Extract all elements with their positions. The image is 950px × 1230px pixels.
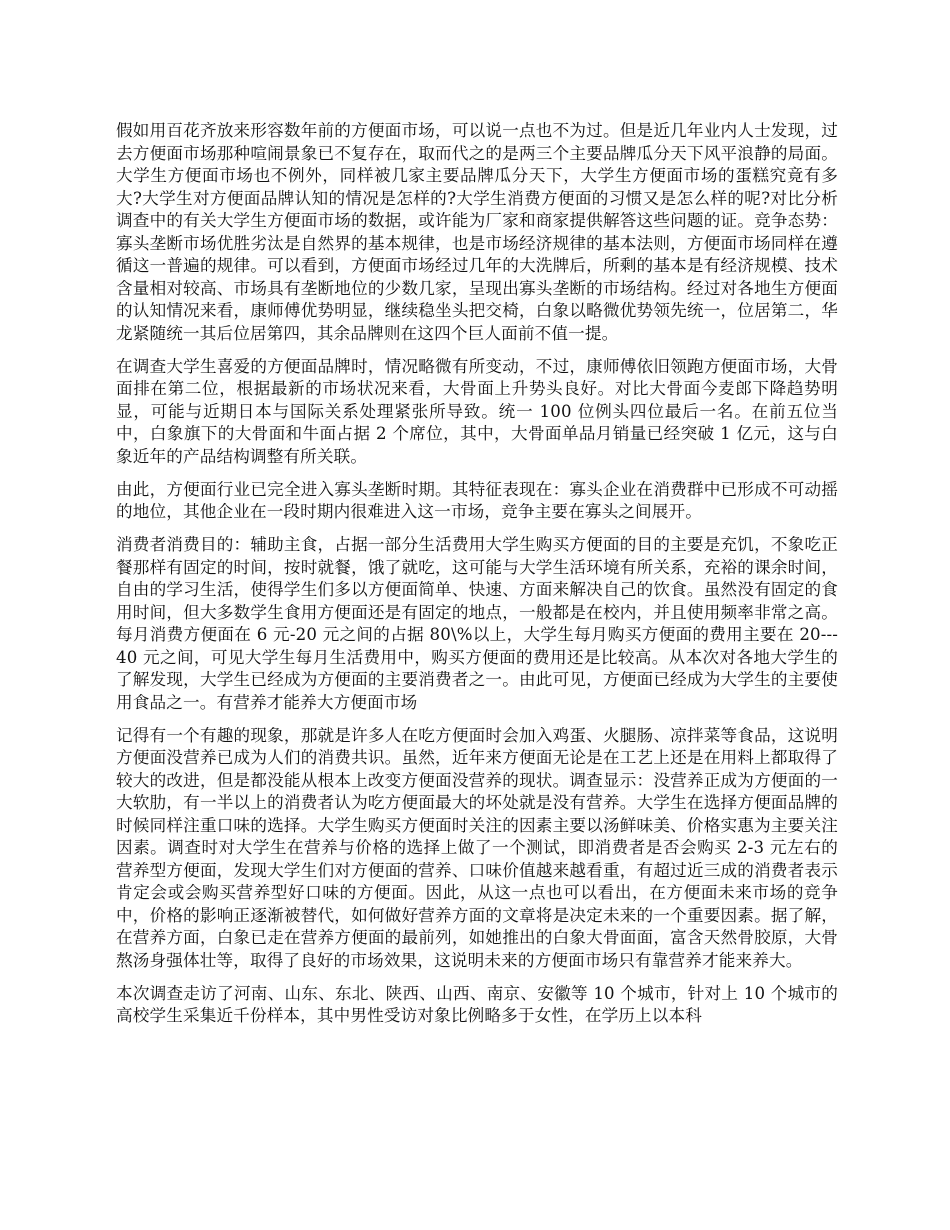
paragraph-brand-preference: 在调查大学生喜爱的方便面品牌时，情况略微有所变动，不过，康师傅依旧领跑方便面市场，大骨面排在第二位，根据最新的市场状况来看，大骨面上升势头良好。对比大骨面今麦郎下降趋势明显，可能与近期日本与国际关系处理紧张所导致。统一 100 位例头四位最后一名。在前五位当中，白象旗下的大骨面和牛面占据 2 个席位，其中，大骨面单品月销量已经突破 1 亿元，这与白象近年的产品结构调整有所关联。 <box>116 356 838 466</box>
document-body <box>116 120 838 1038</box>
paragraph-consumer-purpose: 消费者消费目的：辅助主食，占据一部分生活费用大学生购买方便面的目的主要是充饥，不象吃正餐那样有固定的时间，按时就餐，饿了就吃，这可能与大学生活环境有所关系，充裕的课余时间，自由的学习生活，使得学生们多以方便面简单、快速、方面来解决自己的饮食。虽然没有固定的食用时间，但大多数学生食用方便面还是有固定的地点，一般都是在校内，并且使用频率非常之高。每月消费方便面在 6 元-20 元之间的占据 80\%以上，大学生每月购买方便面的费用主要在 20---40 元之间，可见大学生每月生活费用中，购买方便面的费用还是比较高。从本次对各地大学生的了解发现，大学生已经成为方便面的主要消费者之一。由此可见，方便面已经成为大学生的主要使用食品之一。有营养才能养大方便面市场 <box>116 535 838 712</box>
paragraph-nutrition: 记得有一个有趣的现象，那就是许多人在吃方便面时会加入鸡蛋、火腿肠、凉拌菜等食品，这说明方便面没营养已成为人们的消费共识。虽然，近年来方便面无论是在工艺上还是在用料上都取得了较大的改进，但是都没能从根本上改变方便面没营养的现状。调查显示：没营养正成为方便面的一大软肋，有一半以上的消费者认为吃方便面最大的坏处就是没有营养。大学生在选择方便面品牌的时候同样注重口味的选择。大学生购买方便面时关注的因素主要以汤鲜味美、价格实惠为主要关注因素。调查时对大学生在营养与价格的选择上做了一个测试，即消费者是否会购买 2-3 元左右的营养型方便面，发现大学生们对方便面的营养、口味价值越来越看重，有超过近三成的消费者表示肯定会或会购买营养型好口味的方便面。因此，从这一点也可以看出，在方便面未来市场的竞争中，价格的影响正逐渐被替代，如何做好营养方面的文章将是决定未来的一个重要因素。据了解，在营养方面，白象已走在营养方便面的最前列，如她推出的白象大骨面面，富含天然骨胶原，大骨熬汤身强体壮等，取得了良好的市场效果，这说明未来的方便面市场只有靠营养才能来养大。 <box>116 725 838 970</box>
paragraph-market-overview: 假如用百花齐放来形容数年前的方便面市场，可以说一点也不为过。但是近几年业内人士发现，过去方便面市场那种喧闹景象已不复存在，取而代之的是两三个主要品牌瓜分天下风平浪静的局面。大学生方便面市场也不例外，同样被几家主要品牌瓜分天下，大学生方便面市场的蛋糕究竟有多大?大学生对方便面品牌认知的情况是怎样的?大学生消费方便面的习惯又是怎么样的呢?对比分析调查中的有关大学生方便面市场的数据，或许能为厂家和商家提供解答这些问题的证。竞争态势：寡头垄断市场优胜劣汰是自然界的基本规律，也是市场经济规律的基本法则，方便面市场同样在遵循这一普遍的规律。可以看到，方便面市场经过几年的大洗牌后，所剩的基本是有经济规模、技术含量相对较高、市场具有垄断地位的少数几家，呈现出寡头垄断的市场结构。经过对各地生方便面的认知情况来看，康师傅优势明显，继续稳坐头把交椅，白象以略微优势领先统一，位居第二，华龙紧随统一其后位居第四，其余品牌则在这四个巨人面前不值一提。 <box>116 121 838 343</box>
paragraph-survey-scope: 本次调查走访了河南、山东、东北、陕西、山西、南京、安徽等 10 个城市，针对上 10 个城市的高校学生采集近千份样本，其中男性受访对象比例略多于女性，在学历上以本科 <box>116 983 838 1025</box>
paragraph-oligopoly: 由此，方便面行业已完全进入寡头垄断时期。其特征表现在：寡头企业在消费群中已形成不可动摇的地位，其他企业在一段时期内很难进入这一市场，竞争主要在寡头之间展开。 <box>116 479 838 521</box>
